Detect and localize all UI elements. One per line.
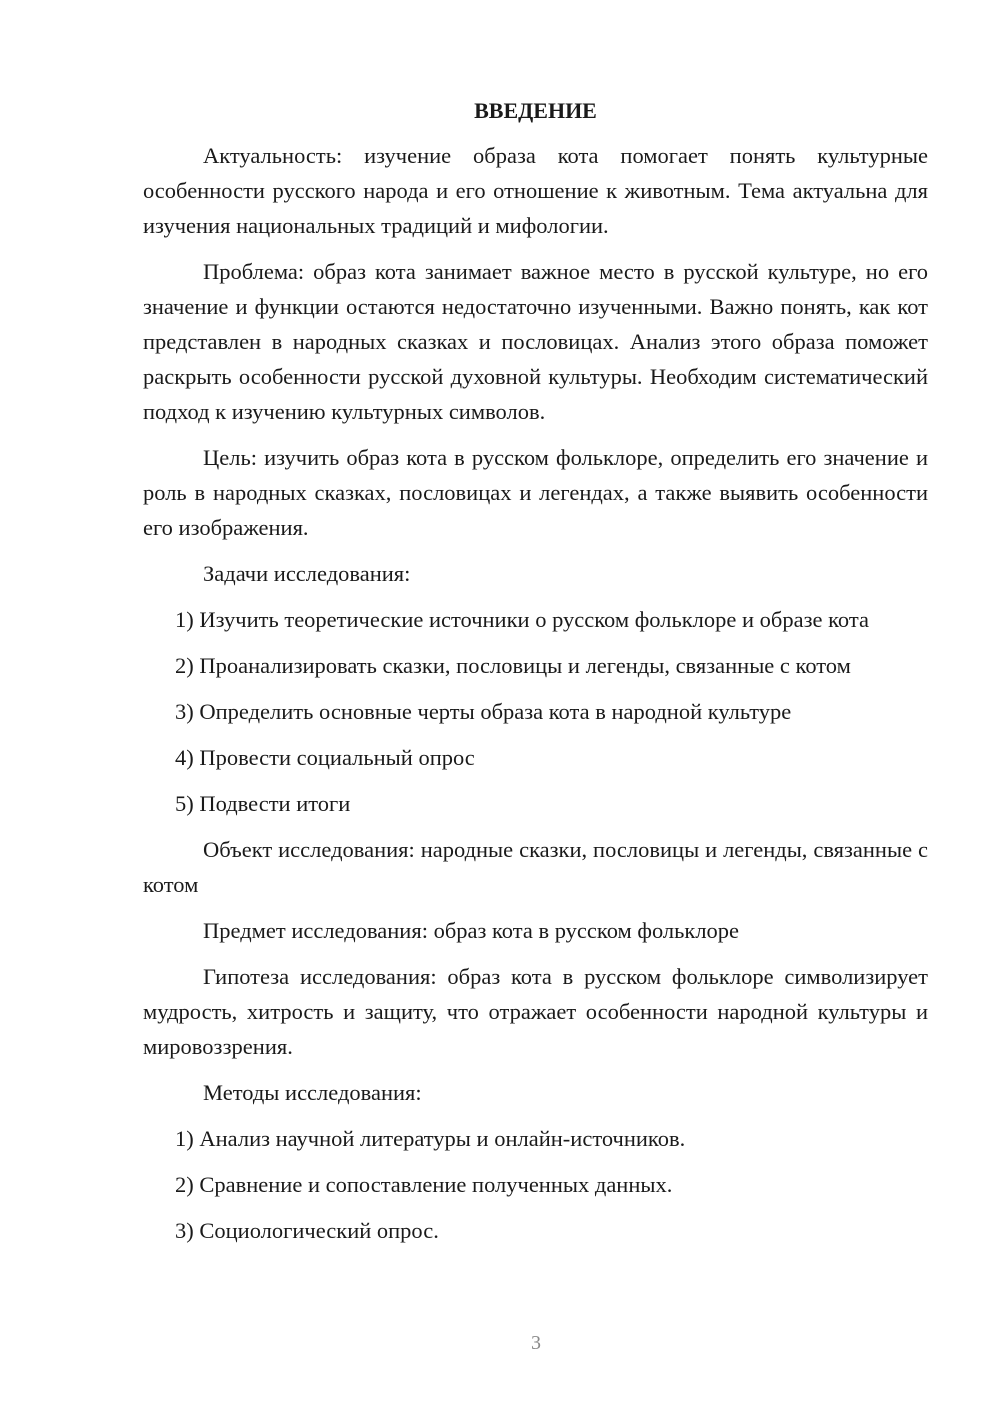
subject-paragraph: Предмет исследования: образ кота в русском фольклоре bbox=[203, 918, 740, 943]
methods-label: Методы исследования: bbox=[203, 1080, 422, 1105]
task-item: 2) Проанализировать сказки, пословицы и легенды, связанные с котом bbox=[175, 653, 851, 678]
page-title: ВВЕДЕНИЕ bbox=[474, 98, 597, 123]
task-item: 4) Провести социальный опрос bbox=[175, 745, 475, 770]
task-item: 3) Определить основные черты образа кота в народной культуре bbox=[175, 699, 792, 724]
method-item: 2) Сравнение и сопоставление полученных данных. bbox=[175, 1172, 673, 1197]
tasks-label: Задачи исследования: bbox=[203, 561, 411, 586]
page-number: 3 bbox=[531, 1332, 541, 1354]
method-item: 3) Социологический опрос. bbox=[175, 1218, 439, 1243]
task-item: 5) Подвести итоги bbox=[175, 791, 351, 816]
document-body bbox=[143, 95, 928, 1259]
hypothesis-paragraph: Гипотеза исследования: образ кота в русском фольклоре символизирует мудрость, хитрость и защиту, что отражает особенности народной культуры и мировоззрения. bbox=[143, 964, 928, 1059]
object-paragraph: Объект исследования: народные сказки, пословицы и легенды, связанные с котом bbox=[143, 837, 928, 897]
task-item: 1) Изучить теоретические источники о русском фольклоре и образе кота bbox=[175, 607, 869, 632]
problem-paragraph: Проблема: образ кота занимает важное место в русской культуре, но его значение и функции остаются недостаточно изученными. Важно понять, как кот представлен в народных сказках и пословицах. Анализ этого образа поможет раскрыть особенности русской духовной культуры. Необходим систематический подход к изучению культурных символов. bbox=[143, 259, 928, 424]
goal-paragraph: Цель: изучить образ кота в русском фольклоре, определить его значение и роль в народных сказках, пословицах и легендах, а также выявить особенности его изображения. bbox=[143, 445, 928, 540]
relevance-paragraph: Актуальность: изучение образа кота помогает понять культурные особенности русского народа и его отношение к животным. Тема актуальна для изучения национальных традиций и мифологии. bbox=[143, 143, 928, 238]
method-item: 1) Анализ научной литературы и онлайн-источников. bbox=[175, 1126, 686, 1151]
